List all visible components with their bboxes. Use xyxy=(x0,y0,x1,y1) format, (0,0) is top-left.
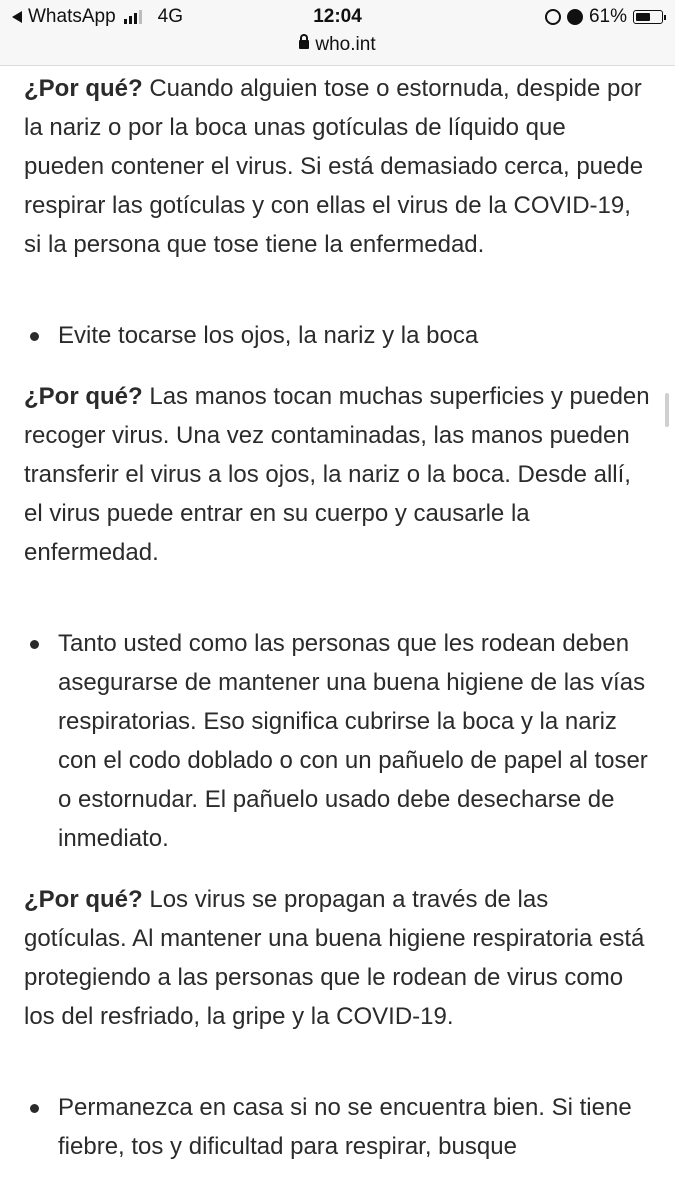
status-indicators xyxy=(545,6,663,28)
back-app-label: WhatsApp xyxy=(28,6,116,27)
bullet-text-1: Evite tocarse los ojos, la nariz y la boca xyxy=(58,322,479,349)
list-item xyxy=(24,316,651,355)
why-paragraph-3 xyxy=(24,880,651,1036)
bullet-dot xyxy=(30,640,39,649)
why-label: ¿Por qué? xyxy=(24,886,143,913)
why-label: ¿Por qué? xyxy=(24,383,143,410)
battery-percent: 61% xyxy=(588,6,627,27)
rotation-lock-icon xyxy=(545,9,561,25)
status-bar xyxy=(0,4,675,32)
why-text-2: Las manos tocan muchas superficies y pueden recoger virus. Una vez contaminadas, las manos pueden transferir el virus a los ojos, la nariz o la boca. Desde allí, el virus puede entrar en su cuerpo y causarle la enfermedad. xyxy=(24,383,650,566)
article-content xyxy=(0,69,675,1166)
battery-level-fill xyxy=(636,13,650,21)
lock-icon xyxy=(299,40,309,49)
battery-icon xyxy=(633,10,663,24)
list-item xyxy=(24,624,651,858)
why-paragraph-1 xyxy=(24,69,651,264)
why-text-3: Los virus se propagan a través de las gotículas. Al mantener una buena higiene respiratoria está protegiendo a las personas que le rodean de virus como los del resfriado, la gripe y la COVID-19. xyxy=(24,886,645,1030)
alarm-icon xyxy=(567,9,583,25)
why-text-1: Cuando alguien tose o estornuda, despide por la nariz o por la boca unas gotículas de líquido que pueden contener el virus. Si está demasiado cerca, puede respirar las gotículas y con ellas el virus de la COVID-19, si la persona que tose tiene la enfermedad. xyxy=(24,75,644,258)
url-bar[interactable] xyxy=(0,34,675,56)
browser-top-bar xyxy=(0,0,675,66)
network-type: 4G xyxy=(157,6,184,27)
bullet-text-3: Permanezca en casa si no se encuentra bien. Si tiene fiebre, tos y dificultad para respirar, busque xyxy=(58,1094,632,1160)
list-item xyxy=(24,1088,651,1166)
status-time: 12:04 xyxy=(313,6,362,27)
why-paragraph-2 xyxy=(24,377,651,572)
bullet-text-2: Tanto usted como las personas que les rodean deben asegurarse de mantener una buena higiene de las vías respiratorias. Eso significa cubrirse la boca y la nariz con el codo doblado o con un pañuelo de papel al toser o estornudar. El pañuelo usado debe desecharse de inmediato. xyxy=(58,630,648,852)
bullet-dot xyxy=(30,1104,39,1113)
bullet-dot xyxy=(30,332,39,341)
scrollbar-thumb[interactable] xyxy=(665,393,669,427)
why-label: ¿Por qué? xyxy=(24,75,143,102)
url-domain: who.int xyxy=(315,34,376,55)
